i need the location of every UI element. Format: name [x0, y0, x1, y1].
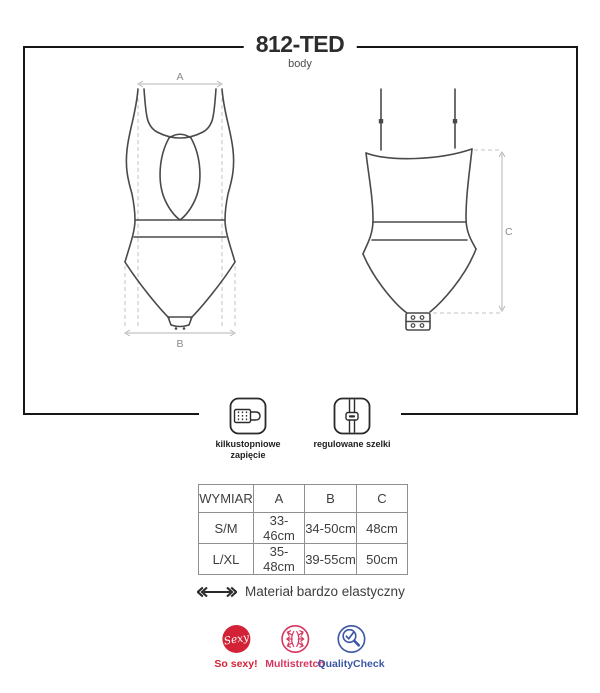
sexy-circle-text: Sexy: [222, 631, 250, 648]
size-table-header-row: [199, 485, 408, 513]
so-sexy-label: So sexy!: [214, 658, 258, 670]
so-sexy-badge: [214, 624, 257, 670]
strap-adjuster-marks: [379, 119, 457, 123]
col-header-a: A: [254, 485, 305, 513]
front-body-outline: [125, 89, 235, 327]
so-sexy-icon: [221, 624, 251, 654]
multistretch-icon: [280, 624, 310, 654]
value-cell: 35-48cm: [254, 544, 305, 575]
strap-adjuster-icon: [333, 397, 371, 435]
material-note: [197, 584, 405, 599]
bodysuit-front-view-drawing: [115, 70, 245, 350]
multistretch-badge: [265, 624, 325, 670]
value-cell: 39-55cm: [305, 544, 357, 575]
size-cell: S/M: [199, 513, 254, 544]
col-header-wymiar: WYMIAR: [199, 485, 254, 513]
col-header-b: B: [305, 485, 357, 513]
value-cell: 48cm: [357, 513, 408, 544]
feature-straps: [313, 397, 391, 462]
table-row-lxl: [199, 544, 408, 575]
value-cell: 34-50cm: [305, 513, 357, 544]
dimension-a-label: A: [176, 71, 184, 83]
col-header-c: C: [357, 485, 408, 513]
dimension-b-label: B: [176, 338, 184, 350]
size-table: [198, 484, 408, 575]
feature-straps-label: regulowane szelki: [313, 439, 391, 449]
table-row-sm: [199, 513, 408, 544]
hook-eye-fastening-icon: [229, 397, 267, 435]
bodysuit-back-view-drawing: [355, 82, 520, 344]
qualitycheck-icon: [336, 624, 366, 654]
qualitycheck-label: QualityCheck: [317, 658, 385, 670]
page-title: 812-TED: [255, 31, 345, 57]
multistretch-label: Multistretch: [265, 658, 325, 670]
material-note-label: Materiał bardzo elastyczny: [245, 584, 405, 599]
page-subtitle: body: [288, 58, 312, 70]
feature-fastening-label: kilkustopniowe zapięcie: [215, 439, 281, 461]
dimension-c-label: C: [505, 226, 513, 238]
front-gusset-snaps: [175, 327, 186, 330]
feature-icons-block: [199, 397, 401, 462]
page-title-block: [244, 31, 357, 70]
size-cell: L/XL: [199, 544, 254, 575]
feature-fastening: [209, 397, 287, 462]
front-dimension-lines: [125, 81, 235, 336]
value-cell: 50cm: [357, 544, 408, 575]
back-body-outline: [363, 89, 476, 330]
stretch-arrow-icon: [197, 585, 237, 599]
qualitycheck-badge: [317, 624, 384, 670]
value-cell: 33-46cm: [254, 513, 305, 544]
